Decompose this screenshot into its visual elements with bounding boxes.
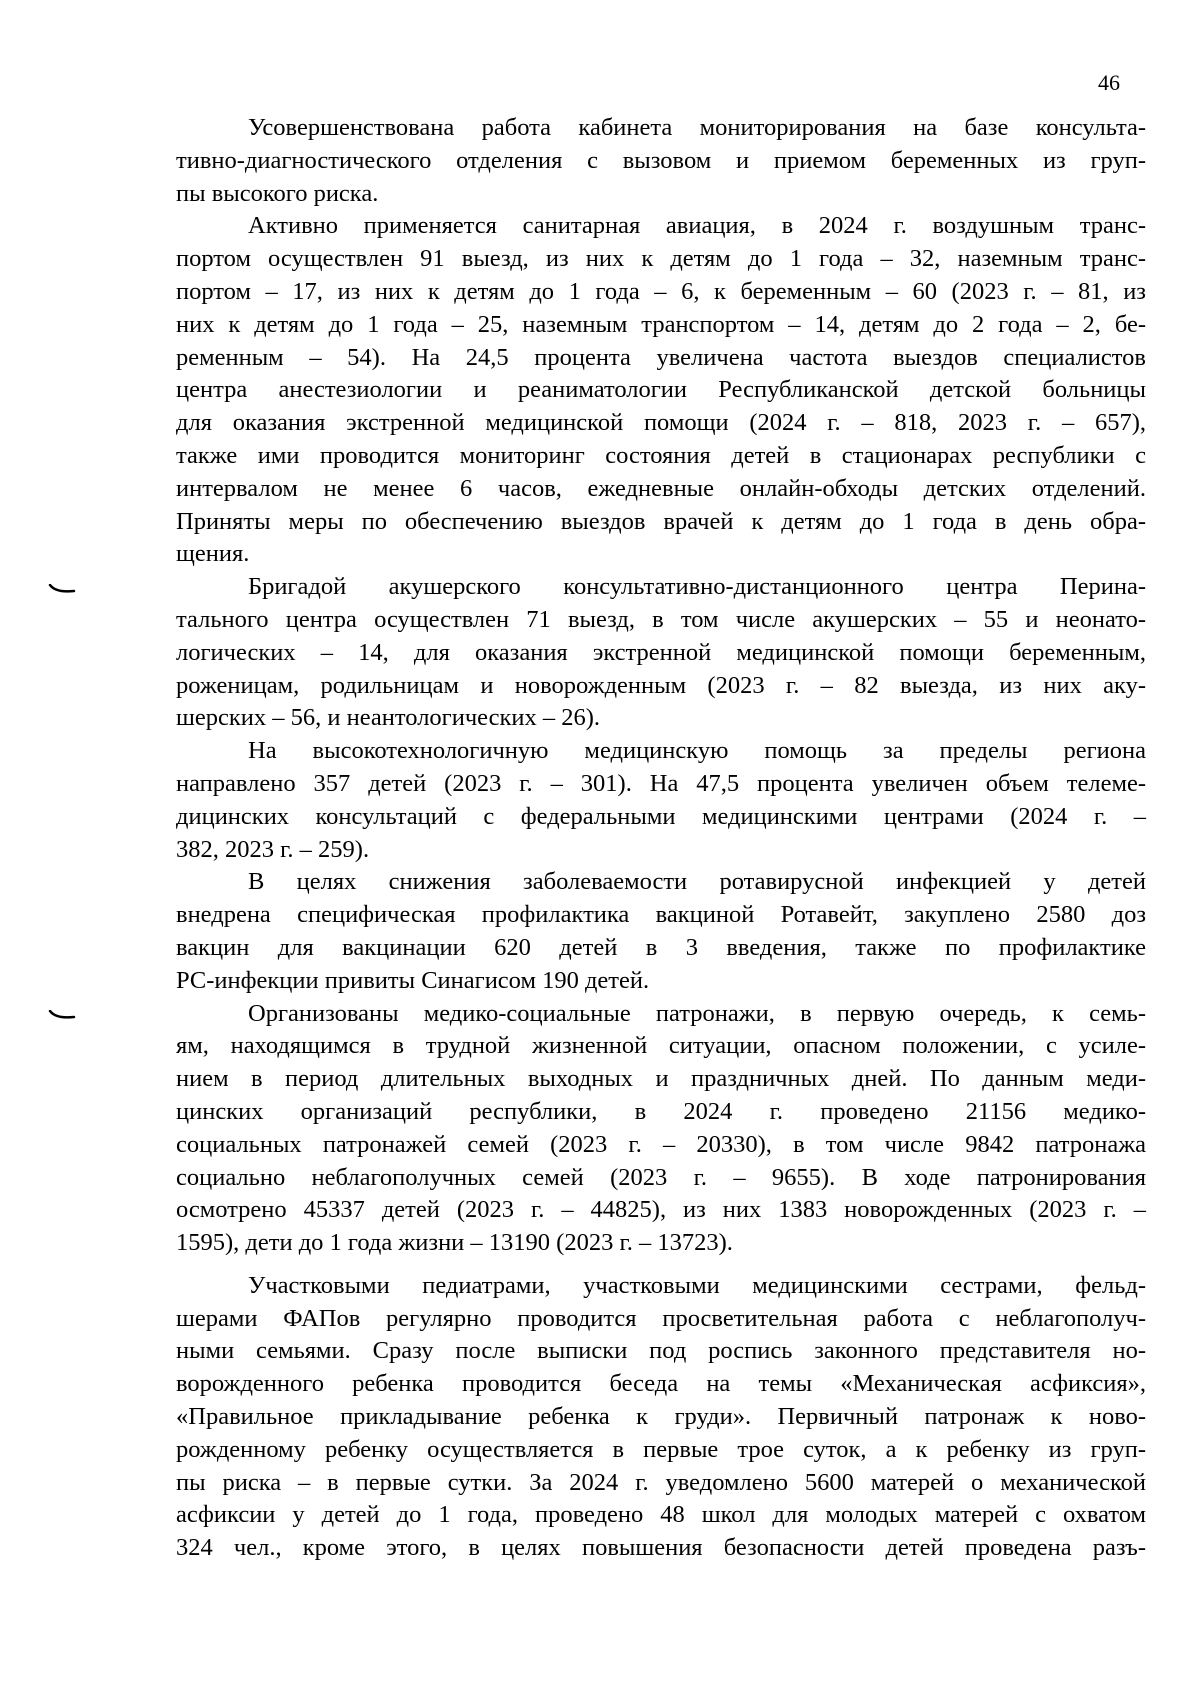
text-line: Участковыми педиатрами, участковыми медицинскими сестрами, фельд-: [248, 1271, 1146, 1299]
text-line: цинских организаций республики, в 2024 г. проведено 21156 медико-: [176, 1097, 1146, 1125]
text-line: тивно-диагностического отделения с вызовом и приемом беременных из груп-: [176, 146, 1146, 174]
paragraph: [176, 735, 1146, 866]
text-line: тального центра осуществлен 71 выезд, в том числе акушерских – 55 и неонато-: [176, 605, 1146, 633]
page-number: 46: [1098, 70, 1120, 95]
text-line: На высокотехнологичную медицинскую помощь за пределы региона: [248, 737, 1146, 765]
body-text: [176, 112, 1146, 1565]
text-line: Бригадой акушерского консультативно-дистанционного центра Перина-: [248, 573, 1146, 601]
margin-scan-mark-2: [48, 1010, 76, 1020]
text-line: нием в период длительных выходных и праздничных дней. По данным меди-: [176, 1065, 1146, 1093]
text-line: РС-инфекции привиты Синагисом 190 детей.: [176, 966, 650, 994]
text-line: для оказания экстренной медицинской помощи (2024 г. – 818, 2023 г. – 657),: [176, 409, 1146, 437]
text-line: щения.: [176, 540, 250, 568]
text-line: ременным – 54). На 24,5 процента увеличена частота выездов специалистов: [176, 343, 1146, 371]
text-line: асфиксии у детей до 1 года, проведено 48 школ для молодых матерей с охватом: [176, 1501, 1146, 1529]
paragraph: [176, 998, 1146, 1260]
paragraph: [176, 210, 1146, 571]
text-line: 1595), дети до 1 года жизни – 13190 (2023 г. – 13723).: [176, 1229, 733, 1257]
text-line: 324 чел., кроме этого, в целях повышения безопасности детей проведена разъ-: [176, 1534, 1146, 1562]
text-line: дицинских консультаций с федеральными медицинскими центрами (2024 г. –: [176, 802, 1146, 830]
text-line: портом осуществлен 91 выезд, из них к детям до 1 года – 32, наземным транс-: [176, 245, 1146, 273]
text-line: центра анестезиологии и реаниматологии Республиканской детской больницы: [176, 376, 1146, 404]
margin-scan-mark-1: [48, 584, 76, 594]
text-line: социально неблагополучных семей (2023 г. – 9655). В ходе патронирования: [176, 1163, 1146, 1191]
text-line: внедрена специфическая профилактика вакциной Ротавейт, закуплено 2580 доз: [176, 901, 1146, 929]
text-line: пы высокого риска.: [176, 179, 379, 207]
text-line: направлено 357 детей (2023 г. – 301). На 47,5 процента увеличен объем телеме-: [176, 769, 1146, 797]
text-line: ворожденного ребенка проводится беседа на темы «Механическая асфиксия»,: [176, 1370, 1146, 1398]
text-line: 382, 2023 г. – 259).: [176, 835, 370, 863]
paragraph: [176, 571, 1146, 735]
scan-mark-arc-1: [48, 584, 76, 594]
text-line: Организованы медико-социальные патронажи, в первую очередь, к семь-: [248, 999, 1146, 1027]
paragraph: [176, 112, 1146, 210]
text-line: шерских – 56, и неантологических – 26).: [176, 704, 601, 732]
text-line: ям, находящимся в трудной жизненной ситуации, опасном положении, с усиле-: [176, 1032, 1146, 1060]
text-line: роженицам, родильницам и новорожденным (2023 г. – 82 выезда, из них аку-: [176, 671, 1146, 699]
text-line: интервалом не менее 6 часов, ежедневные онлайн-обходы детских отделений.: [176, 474, 1146, 502]
text-line: логических – 14, для оказания экстренной медицинской помощи беременным,: [176, 638, 1146, 666]
paragraph: [176, 866, 1146, 997]
text-line: шерами ФАПов регулярно проводится просветительная работа с неблагополуч-: [176, 1304, 1146, 1332]
text-line: В целях снижения заболеваемости ротавирусной инфекцией у детей: [248, 868, 1146, 896]
text-line: рожденному ребенку осуществляется в первые трое суток, а к ребенку из груп-: [176, 1435, 1146, 1463]
paragraph-gap: [176, 1260, 1146, 1270]
text-line: «Правильное прикладывание ребенка к груди». Первичный патронаж к ново-: [176, 1403, 1146, 1431]
text-line: портом – 17, из них к детям до 1 года – 6, к беременным – 60 (2023 г. – 81, из: [176, 277, 1146, 305]
paragraph: [176, 1270, 1146, 1565]
text-line: вакцин для вакцинации 620 детей в 3 введения, также по профилактике: [176, 933, 1146, 961]
text-line: пы риска – в первые сутки. За 2024 г. уведомлено 5600 матерей о механической: [176, 1468, 1146, 1496]
text-line: Усовершенствована работа кабинета мониторирования на базе консульта-: [248, 114, 1146, 141]
text-line: также ими проводится мониторинг состояния детей в стационарах республики с: [176, 441, 1146, 469]
text-line: них к детям до 1 года – 25, наземным транспортом – 14, детям до 2 года – 2, бе-: [176, 310, 1146, 338]
scan-mark-arc-2: [48, 1010, 76, 1020]
text-line: социальных патронажей семей (2023 г. – 20330), в том числе 9842 патронажа: [176, 1130, 1146, 1158]
text-line: осмотрено 45337 детей (2023 г. – 44825), из них 1383 новорожденных (2023 г. –: [176, 1196, 1146, 1224]
text-line: Активно применяется санитарная авиация, в 2024 г. воздушным транс-: [248, 212, 1146, 240]
text-line: ными семьями. Сразу после выписки под роспись законного представителя но-: [176, 1337, 1146, 1365]
text-line: Приняты меры по обеспечению выездов врачей к детям до 1 года в день обра-: [176, 507, 1146, 535]
